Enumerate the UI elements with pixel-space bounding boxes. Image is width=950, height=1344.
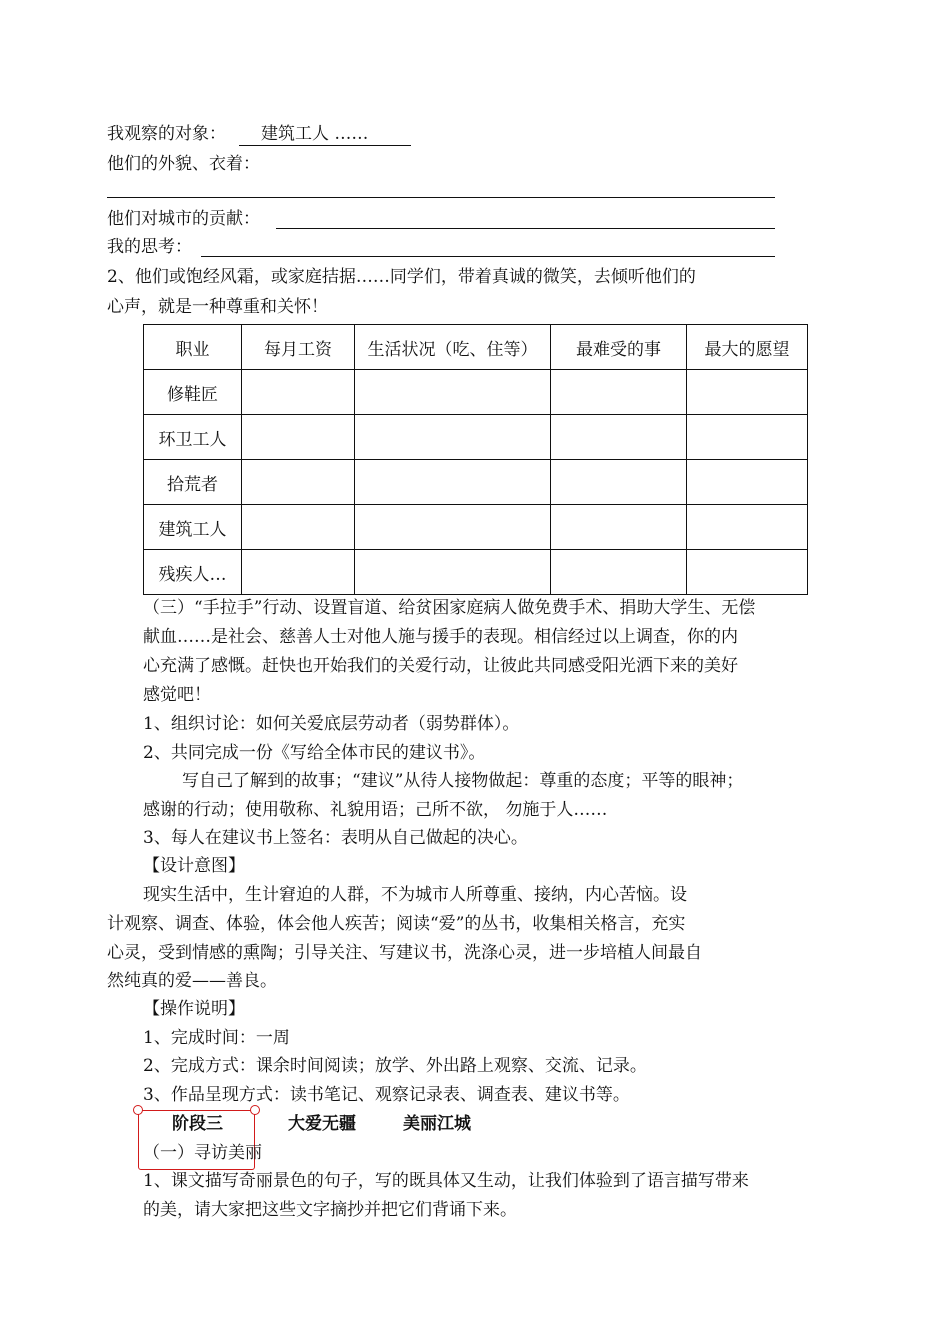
operation-line: 3、作品呈现方式：读书笔记、观察记录表、调查表、建议书等。 [143, 1085, 630, 1105]
operation-line: 2、完成方式：课余时间阅读；放学、外出路上观察、交流、记录。 [143, 1056, 647, 1076]
table-cell[interactable] [687, 415, 808, 460]
table-row [144, 550, 808, 595]
design-line: 现实生活中，生计窘迫的人群，不为城市人所尊重、接纳，内心苦恼。设 [143, 885, 687, 905]
table-header-row [144, 325, 808, 370]
table-cell[interactable] [687, 550, 808, 595]
section3-line: 心充满了感慨。赶快也开始我们的关爱行动，让彼此共同感受阳光洒下来的美好 [143, 656, 738, 676]
thinking-label: 我的思考： [107, 237, 192, 257]
section3-line: 感谢的行动；使用敬称、礼貌用语；己所不欲， 勿施于人…… [143, 800, 608, 820]
table-cell[interactable] [355, 370, 551, 415]
item2-line2: 心声，就是一种尊重和关怀！ [107, 297, 328, 317]
table-cell[interactable] [242, 370, 355, 415]
table-cell[interactable] [551, 370, 687, 415]
table-header: 最难受的事 [551, 325, 687, 370]
stage-title-2: 美丽江城 [403, 1114, 471, 1134]
section3-line: 2、共同完成一份《写给全体市民的建议书》。 [143, 743, 486, 763]
table-row [144, 415, 808, 460]
item2-line1: 2、他们或饱经风霜，或家庭拮据……同学们，带着真诚的微笑，去倾听他们的 [107, 267, 696, 287]
section3-line: 写自己了解到的故事；“建议”从待人接物做起：尊重的态度；平等的眼神； [182, 771, 744, 791]
operation-line: 1、完成时间：一周 [143, 1028, 290, 1048]
table-cell[interactable] [551, 460, 687, 505]
table-cell[interactable] [355, 415, 551, 460]
table-cell[interactable] [242, 550, 355, 595]
table-row [144, 505, 808, 550]
table-cell[interactable] [687, 505, 808, 550]
table-header: 职业 [144, 325, 242, 370]
section3-line: 1、组织讨论：如何关爱底层劳动者（弱势群体）。 [143, 714, 520, 734]
appearance-answer-line [107, 197, 775, 198]
table-row [144, 370, 808, 415]
table-cell[interactable] [355, 460, 551, 505]
contribution-answer-line [276, 228, 775, 229]
table-cell[interactable] [355, 550, 551, 595]
table-cell[interactable] [687, 370, 808, 415]
occupation-cell: 环卫工人 [144, 415, 242, 460]
section3-line: 感觉吧！ [143, 685, 211, 705]
survey-table [143, 324, 808, 595]
table-cell[interactable] [355, 505, 551, 550]
design-line: 心灵，受到情感的熏陶；引导关注、写建议书，洗涤心灵，进一步培植人间最自 [107, 943, 702, 963]
contribution-label: 他们对城市的贡献： [107, 209, 260, 229]
observe-answer: 建筑工人 …… [261, 124, 369, 144]
table-cell[interactable] [551, 505, 687, 550]
thinking-answer-line [201, 256, 775, 257]
appearance-label: 他们的外貌、衣着： [107, 154, 260, 174]
occupation-cell: 拾荒者 [144, 460, 242, 505]
table-header: 每月工资 [242, 325, 355, 370]
table-cell[interactable] [551, 415, 687, 460]
stage-subheading: （一）寻访美丽 [143, 1143, 262, 1163]
table-header: 生活状况（吃、住等） [355, 325, 551, 370]
observe-label: 我观察的对象： [107, 124, 226, 144]
occupation-cell: 建筑工人 [144, 505, 242, 550]
table-cell[interactable] [242, 505, 355, 550]
occupation-cell: 修鞋匠 [144, 370, 242, 415]
table-cell[interactable] [687, 460, 808, 505]
operation-title: 【操作说明】 [143, 999, 245, 1019]
table-cell[interactable] [242, 415, 355, 460]
table-cell[interactable] [242, 460, 355, 505]
table-cell[interactable] [551, 550, 687, 595]
table-row [144, 460, 808, 505]
stage-title-1: 大爱无疆 [288, 1114, 356, 1134]
section3-line: （三）“手拉手”行动、设置盲道、给贫困家庭病人做免费手术、捐助大学生、无偿 [143, 598, 756, 618]
stage-label: 阶段三 [172, 1114, 223, 1134]
section3-line: 献血……是社会、慈善人士对他人施与援手的表现。相信经过以上调查，你的内 [143, 627, 738, 647]
stage-line: 1、课文描写奇丽景色的句子，写的既具体又生动，让我们体验到了语言描写带来 [143, 1171, 749, 1191]
design-line: 计观察、调查、体验，体会他人疾苦；阅读“爱”的丛书，收集相关格言，充实 [107, 914, 686, 934]
table-header: 最大的愿望 [687, 325, 808, 370]
section3-line: 3、每人在建议书上签名：表明从自己做起的决心。 [143, 828, 528, 848]
stage-line: 的美，请大家把这些文字摘抄并把它们背诵下来。 [143, 1200, 517, 1220]
design-line: 然纯真的爱——善良。 [107, 971, 277, 991]
design-title: 【设计意图】 [143, 856, 245, 876]
occupation-cell: 残疾人… [144, 550, 242, 595]
